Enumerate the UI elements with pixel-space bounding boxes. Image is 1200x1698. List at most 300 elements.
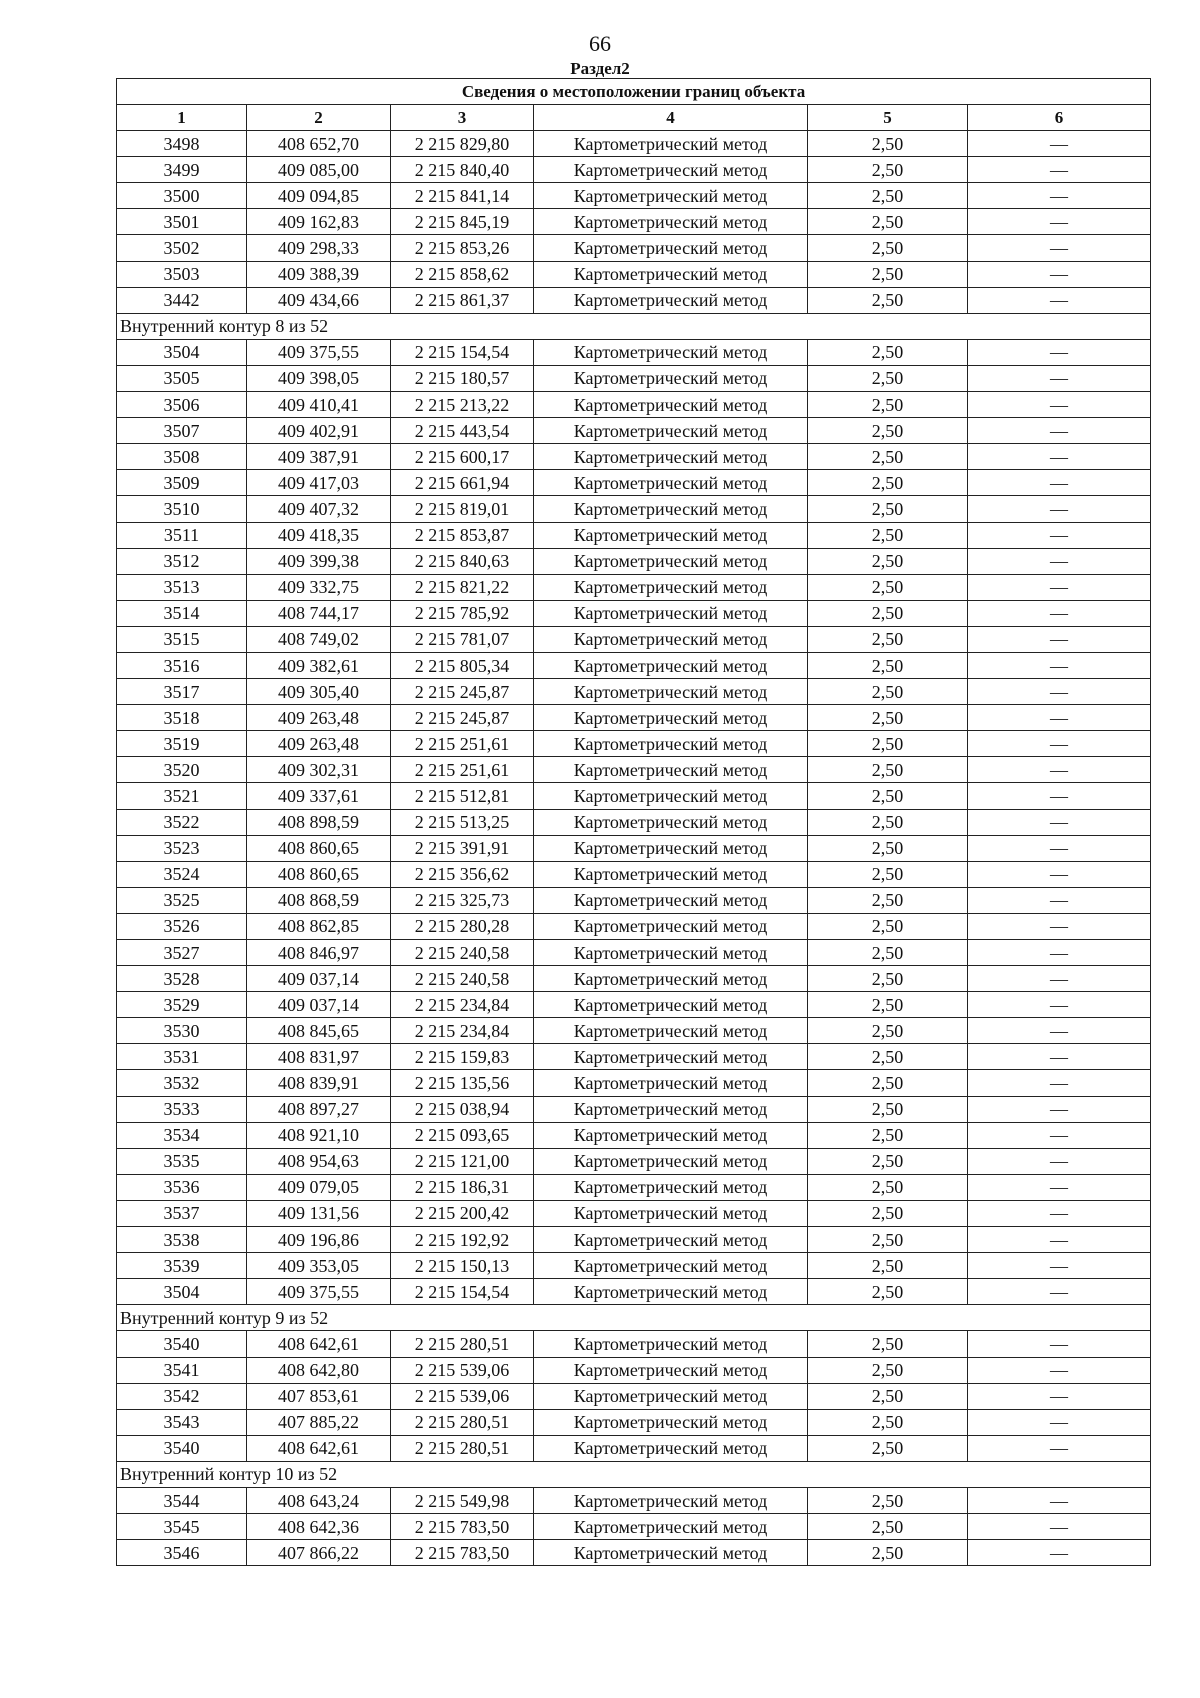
description-cell: — <box>968 548 1151 574</box>
table-row <box>117 1148 1151 1174</box>
x-coordinate-cell: 408 839,91 <box>247 1070 391 1096</box>
point-number-cell: 3518 <box>117 705 247 731</box>
y-coordinate-cell: 2 215 829,80 <box>391 131 534 157</box>
boundary-coordinates-table <box>116 78 1151 1566</box>
y-coordinate-cell: 2 215 038,94 <box>391 1096 534 1122</box>
accuracy-cell: 2,50 <box>808 940 968 966</box>
y-coordinate-cell: 2 215 251,61 <box>391 731 534 757</box>
point-number-cell: 3546 <box>117 1540 247 1566</box>
column-number: 2 <box>247 105 391 131</box>
accuracy-cell: 2,50 <box>808 1174 968 1200</box>
description-cell: — <box>968 1331 1151 1357</box>
y-coordinate-cell: 2 215 159,83 <box>391 1044 534 1070</box>
accuracy-cell: 2,50 <box>808 679 968 705</box>
description-cell: — <box>968 1227 1151 1253</box>
point-number-cell: 3519 <box>117 731 247 757</box>
x-coordinate-cell: 409 131,56 <box>247 1200 391 1226</box>
x-coordinate-cell: 408 862,85 <box>247 913 391 939</box>
method-cell: Картометрический метод <box>534 1227 808 1253</box>
point-number-cell: 3520 <box>117 757 247 783</box>
method-cell: Картометрический метод <box>534 1122 808 1148</box>
method-cell: Картометрический метод <box>534 966 808 992</box>
description-cell: — <box>968 365 1151 391</box>
y-coordinate-cell: 2 215 841,14 <box>391 183 534 209</box>
point-number-cell: 3509 <box>117 470 247 496</box>
method-cell: Картометрический метод <box>534 600 808 626</box>
point-number-cell: 3540 <box>117 1331 247 1357</box>
description-cell: — <box>968 600 1151 626</box>
description-cell: — <box>968 235 1151 261</box>
accuracy-cell: 2,50 <box>808 835 968 861</box>
y-coordinate-cell: 2 215 840,63 <box>391 548 534 574</box>
x-coordinate-cell: 409 337,61 <box>247 783 391 809</box>
y-coordinate-cell: 2 215 443,54 <box>391 418 534 444</box>
x-coordinate-cell: 409 079,05 <box>247 1174 391 1200</box>
point-number-cell: 3515 <box>117 626 247 652</box>
x-coordinate-cell: 408 846,97 <box>247 940 391 966</box>
accuracy-cell: 2,50 <box>808 705 968 731</box>
description-cell: — <box>968 705 1151 731</box>
description-cell: — <box>968 731 1151 757</box>
description-cell: — <box>968 1253 1151 1279</box>
table-row <box>117 1174 1151 1200</box>
table-row <box>117 861 1151 887</box>
table-row <box>117 209 1151 235</box>
accuracy-cell: 2,50 <box>808 261 968 287</box>
point-number-cell: 3504 <box>117 1279 247 1305</box>
y-coordinate-cell: 2 215 154,54 <box>391 1279 534 1305</box>
point-number-cell: 3512 <box>117 548 247 574</box>
point-number-cell: 3508 <box>117 444 247 470</box>
method-cell: Картометрический метод <box>534 679 808 705</box>
x-coordinate-cell: 407 853,61 <box>247 1383 391 1409</box>
method-cell: Картометрический метод <box>534 887 808 913</box>
y-coordinate-cell: 2 215 280,51 <box>391 1331 534 1357</box>
contour-label: Внутренний контур 10 из 52 <box>117 1461 1151 1487</box>
y-coordinate-cell: 2 215 093,65 <box>391 1122 534 1148</box>
description-cell: — <box>968 418 1151 444</box>
x-coordinate-cell: 408 652,70 <box>247 131 391 157</box>
table-row <box>117 522 1151 548</box>
point-number-cell: 3510 <box>117 496 247 522</box>
method-cell: Картометрический метод <box>534 1435 808 1461</box>
y-coordinate-cell: 2 215 280,51 <box>391 1435 534 1461</box>
method-cell: Картометрический метод <box>534 1487 808 1513</box>
description-cell: — <box>968 261 1151 287</box>
table-row <box>117 183 1151 209</box>
y-coordinate-cell: 2 215 213,22 <box>391 392 534 418</box>
point-number-cell: 3511 <box>117 522 247 548</box>
accuracy-cell: 2,50 <box>808 287 968 313</box>
table-row <box>117 574 1151 600</box>
point-number-cell: 3542 <box>117 1383 247 1409</box>
point-number-cell: 3529 <box>117 992 247 1018</box>
accuracy-cell: 2,50 <box>808 1070 968 1096</box>
table-row <box>117 392 1151 418</box>
accuracy-cell: 2,50 <box>808 1435 968 1461</box>
method-cell: Картометрический метод <box>534 913 808 939</box>
point-number-cell: 3525 <box>117 887 247 913</box>
y-coordinate-cell: 2 215 661,94 <box>391 470 534 496</box>
method-cell: Картометрический метод <box>534 470 808 496</box>
accuracy-cell: 2,50 <box>808 966 968 992</box>
accuracy-cell: 2,50 <box>808 339 968 365</box>
y-coordinate-cell: 2 215 391,91 <box>391 835 534 861</box>
x-coordinate-cell: 408 897,27 <box>247 1096 391 1122</box>
point-number-cell: 3516 <box>117 652 247 678</box>
y-coordinate-cell: 2 215 240,58 <box>391 940 534 966</box>
x-coordinate-cell: 409 353,05 <box>247 1253 391 1279</box>
x-coordinate-cell: 409 085,00 <box>247 157 391 183</box>
description-cell: — <box>968 652 1151 678</box>
method-cell: Картометрический метод <box>534 809 808 835</box>
method-cell: Картометрический метод <box>534 1174 808 1200</box>
table-row <box>117 1018 1151 1044</box>
y-coordinate-cell: 2 215 783,50 <box>391 1514 534 1540</box>
table-row <box>117 992 1151 1018</box>
point-number-cell: 3442 <box>117 287 247 313</box>
table-row <box>117 470 1151 496</box>
description-cell: — <box>968 1018 1151 1044</box>
description-cell: — <box>968 1540 1151 1566</box>
accuracy-cell: 2,50 <box>808 418 968 444</box>
x-coordinate-cell: 409 418,35 <box>247 522 391 548</box>
table-row <box>117 966 1151 992</box>
description-cell: — <box>968 887 1151 913</box>
y-coordinate-cell: 2 215 180,57 <box>391 365 534 391</box>
point-number-cell: 3504 <box>117 339 247 365</box>
description-cell: — <box>968 209 1151 235</box>
y-coordinate-cell: 2 215 234,84 <box>391 1018 534 1044</box>
accuracy-cell: 2,50 <box>808 1122 968 1148</box>
x-coordinate-cell: 409 375,55 <box>247 1279 391 1305</box>
y-coordinate-cell: 2 215 781,07 <box>391 626 534 652</box>
description-cell: — <box>968 1487 1151 1513</box>
y-coordinate-cell: 2 215 805,34 <box>391 652 534 678</box>
method-cell: Картометрический метод <box>534 940 808 966</box>
table-row <box>117 1070 1151 1096</box>
description-cell: — <box>968 574 1151 600</box>
y-coordinate-cell: 2 215 513,25 <box>391 809 534 835</box>
method-cell: Картометрический метод <box>534 261 808 287</box>
point-number-cell: 3505 <box>117 365 247 391</box>
y-coordinate-cell: 2 215 853,87 <box>391 522 534 548</box>
table-row <box>117 365 1151 391</box>
point-number-cell: 3507 <box>117 418 247 444</box>
description-cell: — <box>968 1070 1151 1096</box>
y-coordinate-cell: 2 215 819,01 <box>391 496 534 522</box>
y-coordinate-cell: 2 215 840,40 <box>391 157 534 183</box>
x-coordinate-cell: 409 263,48 <box>247 731 391 757</box>
page-number: 66 <box>589 31 611 56</box>
x-coordinate-cell: 409 037,14 <box>247 966 391 992</box>
table-row <box>117 731 1151 757</box>
table-row <box>117 339 1151 365</box>
accuracy-cell: 2,50 <box>808 600 968 626</box>
y-coordinate-cell: 2 215 121,00 <box>391 1148 534 1174</box>
column-number: 4 <box>534 105 808 131</box>
point-number-cell: 3533 <box>117 1096 247 1122</box>
x-coordinate-cell: 408 642,80 <box>247 1357 391 1383</box>
description-cell: — <box>968 1514 1151 1540</box>
x-coordinate-cell: 408 744,17 <box>247 600 391 626</box>
x-coordinate-cell: 409 382,61 <box>247 652 391 678</box>
point-number-cell: 3534 <box>117 1122 247 1148</box>
y-coordinate-cell: 2 215 853,26 <box>391 235 534 261</box>
accuracy-cell: 2,50 <box>808 1227 968 1253</box>
accuracy-cell: 2,50 <box>808 1514 968 1540</box>
x-coordinate-cell: 409 332,75 <box>247 574 391 600</box>
method-cell: Картометрический метод <box>534 1540 808 1566</box>
method-cell: Картометрический метод <box>534 757 808 783</box>
description-cell: — <box>968 287 1151 313</box>
point-number-cell: 3498 <box>117 131 247 157</box>
accuracy-cell: 2,50 <box>808 1279 968 1305</box>
accuracy-cell: 2,50 <box>808 1331 968 1357</box>
method-cell: Картометрический метод <box>534 783 808 809</box>
description-cell: — <box>968 1122 1151 1148</box>
description-cell: — <box>968 1148 1151 1174</box>
method-cell: Картометрический метод <box>534 1253 808 1279</box>
method-cell: Картометрический метод <box>534 1200 808 1226</box>
table-row <box>117 913 1151 939</box>
description-cell: — <box>968 913 1151 939</box>
x-coordinate-cell: 409 037,14 <box>247 992 391 1018</box>
table-row <box>117 1514 1151 1540</box>
accuracy-cell: 2,50 <box>808 626 968 652</box>
point-number-cell: 3521 <box>117 783 247 809</box>
description-cell: — <box>968 1200 1151 1226</box>
method-cell: Картометрический метод <box>534 992 808 1018</box>
method-cell: Картометрический метод <box>534 1148 808 1174</box>
y-coordinate-cell: 2 215 154,54 <box>391 339 534 365</box>
x-coordinate-cell: 409 398,05 <box>247 365 391 391</box>
description-cell: — <box>968 626 1151 652</box>
method-cell: Картометрический метод <box>534 1357 808 1383</box>
table-row <box>117 1487 1151 1513</box>
y-coordinate-cell: 2 215 821,22 <box>391 574 534 600</box>
method-cell: Картометрический метод <box>534 444 808 470</box>
accuracy-cell: 2,50 <box>808 1357 968 1383</box>
method-cell: Картометрический метод <box>534 1070 808 1096</box>
method-cell: Картометрический метод <box>534 861 808 887</box>
description-cell: — <box>968 1174 1151 1200</box>
point-number-cell: 3538 <box>117 1227 247 1253</box>
method-cell: Картометрический метод <box>534 652 808 678</box>
description-cell: — <box>968 1096 1151 1122</box>
accuracy-cell: 2,50 <box>808 392 968 418</box>
table-row <box>117 444 1151 470</box>
description-cell: — <box>968 157 1151 183</box>
y-coordinate-cell: 2 215 245,87 <box>391 705 534 731</box>
x-coordinate-cell: 409 305,40 <box>247 679 391 705</box>
table-row <box>117 131 1151 157</box>
x-coordinate-cell: 409 196,86 <box>247 1227 391 1253</box>
point-number-cell: 3541 <box>117 1357 247 1383</box>
table-row <box>117 757 1151 783</box>
table-row <box>117 235 1151 261</box>
description-cell: — <box>968 1357 1151 1383</box>
table-row <box>117 1253 1151 1279</box>
method-cell: Картометрический метод <box>534 1096 808 1122</box>
y-coordinate-cell: 2 215 539,06 <box>391 1357 534 1383</box>
contour-heading-row <box>117 1461 1151 1487</box>
x-coordinate-cell: 407 885,22 <box>247 1409 391 1435</box>
point-number-cell: 3523 <box>117 835 247 861</box>
description-cell: — <box>968 339 1151 365</box>
method-cell: Картометрический метод <box>534 1383 808 1409</box>
point-number-cell: 3531 <box>117 1044 247 1070</box>
x-coordinate-cell: 408 860,65 <box>247 835 391 861</box>
description-cell: — <box>968 522 1151 548</box>
y-coordinate-cell: 2 215 150,13 <box>391 1253 534 1279</box>
description-cell: — <box>968 809 1151 835</box>
y-coordinate-cell: 2 215 251,61 <box>391 757 534 783</box>
table-row <box>117 418 1151 444</box>
point-number-cell: 3503 <box>117 261 247 287</box>
y-coordinate-cell: 2 215 192,92 <box>391 1227 534 1253</box>
method-cell: Картометрический метод <box>534 157 808 183</box>
table-row <box>117 705 1151 731</box>
x-coordinate-cell: 409 402,91 <box>247 418 391 444</box>
x-coordinate-cell: 408 845,65 <box>247 1018 391 1044</box>
description-cell: — <box>968 183 1151 209</box>
x-coordinate-cell: 408 898,59 <box>247 809 391 835</box>
description-cell: — <box>968 444 1151 470</box>
y-coordinate-cell: 2 215 512,81 <box>391 783 534 809</box>
x-coordinate-cell: 409 263,48 <box>247 705 391 731</box>
accuracy-cell: 2,50 <box>808 209 968 235</box>
column-number: 3 <box>391 105 534 131</box>
x-coordinate-cell: 409 417,03 <box>247 470 391 496</box>
accuracy-cell: 2,50 <box>808 1487 968 1513</box>
description-cell: — <box>968 1044 1151 1070</box>
method-cell: Картометрический метод <box>534 365 808 391</box>
table-row <box>117 261 1151 287</box>
method-cell: Картометрический метод <box>534 1331 808 1357</box>
accuracy-cell: 2,50 <box>808 131 968 157</box>
contour-label: Внутренний контур 8 из 52 <box>117 313 1151 339</box>
method-cell: Картометрический метод <box>534 522 808 548</box>
table-row <box>117 783 1151 809</box>
x-coordinate-cell: 409 094,85 <box>247 183 391 209</box>
method-cell: Картометрический метод <box>534 574 808 600</box>
description-cell: — <box>968 679 1151 705</box>
method-cell: Картометрический метод <box>534 496 808 522</box>
accuracy-cell: 2,50 <box>808 574 968 600</box>
accuracy-cell: 2,50 <box>808 861 968 887</box>
y-coordinate-cell: 2 215 234,84 <box>391 992 534 1018</box>
x-coordinate-cell: 407 866,22 <box>247 1540 391 1566</box>
accuracy-cell: 2,50 <box>808 1148 968 1174</box>
x-coordinate-cell: 409 387,91 <box>247 444 391 470</box>
point-number-cell: 3537 <box>117 1200 247 1226</box>
point-number-cell: 3539 <box>117 1253 247 1279</box>
point-number-cell: 3543 <box>117 1409 247 1435</box>
accuracy-cell: 2,50 <box>808 496 968 522</box>
method-cell: Картометрический метод <box>534 1279 808 1305</box>
y-coordinate-cell: 2 215 240,58 <box>391 966 534 992</box>
point-number-cell: 3532 <box>117 1070 247 1096</box>
description-cell: — <box>968 1383 1151 1409</box>
x-coordinate-cell: 409 298,33 <box>247 235 391 261</box>
point-number-cell: 3524 <box>117 861 247 887</box>
description-cell: — <box>968 496 1151 522</box>
method-cell: Картометрический метод <box>534 626 808 652</box>
point-number-cell: 3527 <box>117 940 247 966</box>
table-row <box>117 1044 1151 1070</box>
accuracy-cell: 2,50 <box>808 1044 968 1070</box>
table-row <box>117 1357 1151 1383</box>
table-row <box>117 1409 1151 1435</box>
description-cell: — <box>968 131 1151 157</box>
column-number: 6 <box>968 105 1151 131</box>
y-coordinate-cell: 2 215 280,28 <box>391 913 534 939</box>
accuracy-cell: 2,50 <box>808 913 968 939</box>
accuracy-cell: 2,50 <box>808 1200 968 1226</box>
contour-heading-row <box>117 313 1151 339</box>
method-cell: Картометрический метод <box>534 1409 808 1435</box>
y-coordinate-cell: 2 215 200,42 <box>391 1200 534 1226</box>
accuracy-cell: 2,50 <box>808 757 968 783</box>
y-coordinate-cell: 2 215 356,62 <box>391 861 534 887</box>
contour-label: Внутренний контур 9 из 52 <box>117 1305 1151 1331</box>
x-coordinate-cell: 409 302,31 <box>247 757 391 783</box>
x-coordinate-cell: 408 642,61 <box>247 1435 391 1461</box>
x-coordinate-cell: 409 399,38 <box>247 548 391 574</box>
accuracy-cell: 2,50 <box>808 731 968 757</box>
table-body <box>117 131 1151 1566</box>
method-cell: Картометрический метод <box>534 131 808 157</box>
x-coordinate-cell: 409 434,66 <box>247 287 391 313</box>
table-row <box>117 1227 1151 1253</box>
x-coordinate-cell: 408 642,61 <box>247 1331 391 1357</box>
method-cell: Картометрический метод <box>534 339 808 365</box>
description-cell: — <box>968 1435 1151 1461</box>
method-cell: Картометрический метод <box>534 418 808 444</box>
y-coordinate-cell: 2 215 785,92 <box>391 600 534 626</box>
description-cell: — <box>968 835 1151 861</box>
description-cell: — <box>968 992 1151 1018</box>
x-coordinate-cell: 408 643,24 <box>247 1487 391 1513</box>
table-row <box>117 1122 1151 1148</box>
accuracy-cell: 2,50 <box>808 157 968 183</box>
point-number-cell: 3499 <box>117 157 247 183</box>
method-cell: Картометрический метод <box>534 1044 808 1070</box>
description-cell: — <box>968 940 1151 966</box>
point-number-cell: 3513 <box>117 574 247 600</box>
table-row <box>117 1200 1151 1226</box>
table-row <box>117 1435 1151 1461</box>
y-coordinate-cell: 2 215 783,50 <box>391 1540 534 1566</box>
accuracy-cell: 2,50 <box>808 522 968 548</box>
x-coordinate-cell: 408 831,97 <box>247 1044 391 1070</box>
accuracy-cell: 2,50 <box>808 470 968 496</box>
table-row <box>117 1540 1151 1566</box>
y-coordinate-cell: 2 215 858,62 <box>391 261 534 287</box>
description-cell: — <box>968 966 1151 992</box>
method-cell: Картометрический метод <box>534 183 808 209</box>
point-number-cell: 3530 <box>117 1018 247 1044</box>
table-row <box>117 887 1151 913</box>
accuracy-cell: 2,50 <box>808 783 968 809</box>
table-row <box>117 496 1151 522</box>
method-cell: Картометрический метод <box>534 392 808 418</box>
point-number-cell: 3540 <box>117 1435 247 1461</box>
x-coordinate-cell: 409 375,55 <box>247 339 391 365</box>
method-cell: Картометрический метод <box>534 235 808 261</box>
x-coordinate-cell: 408 868,59 <box>247 887 391 913</box>
